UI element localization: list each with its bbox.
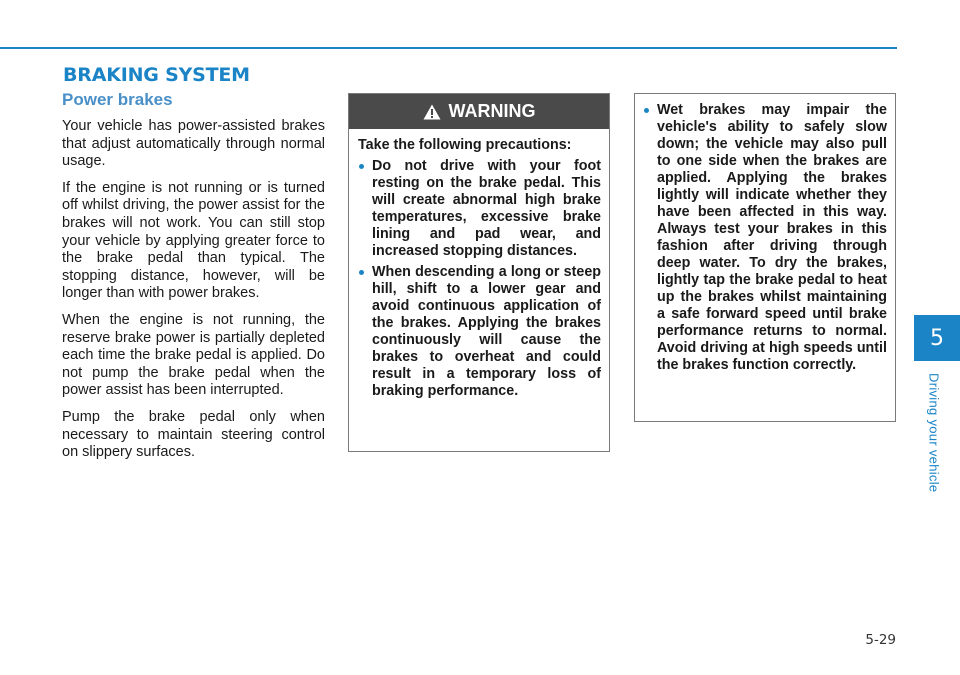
subsection-title: Power brakes (62, 90, 173, 109)
bullet-icon (644, 108, 649, 113)
header-rule (0, 47, 897, 49)
warning-body (349, 129, 609, 400)
warning-item-text: When descending a long or steep hill, shift to a lower gear and avoid continuous application of the brakes. Applying the brakes continuously will cause the brakes to overheat and could result in a temporary loss of braking performance. (372, 264, 601, 399)
bullet-icon (359, 164, 364, 169)
body-paragraph: Pump the brake pedal only when necessary to maintain steering control on slippery surfaces. (62, 408, 325, 461)
warning-header (349, 94, 609, 129)
page-number: 5-29 (865, 632, 896, 648)
body-paragraph: Your vehicle has power-assisted brakes that adjust automatically through normal usage. (62, 118, 325, 170)
body-paragraph: If the engine is not running or is turned off whilst driving, the power assist for the brakes will not work. You can still stop your vehicle by applying greater force to the brake pedal than typical. The stopping distance, however, will be longer than with power brakes. (62, 179, 325, 302)
chapter-side-label (922, 365, 946, 500)
warning-list (358, 158, 601, 400)
warning-box (348, 93, 610, 452)
body-paragraph: When the engine is not running, the reserve brake power is partially depleted each time the brake pedal is applied. Do not pump the brake pedal when the power assist has been interrupted. (62, 311, 325, 399)
warning-title: WARNING (448, 101, 536, 121)
warning-item (643, 102, 887, 374)
continued-list (643, 102, 887, 374)
chapter-number: 5 (930, 325, 944, 351)
warning-triangle-icon (423, 104, 441, 120)
warning-item-text: Do not drive with your foot resting on the brake pedal. This will create abnormal high brake temperatures, excessive brake lining and pad wear, and increased stopping distances. (372, 158, 601, 259)
chapter-label: Driving your vehicle (926, 372, 942, 493)
section-title: BRAKING SYSTEM (63, 64, 250, 86)
bullet-icon (359, 270, 364, 275)
warning-item (358, 158, 601, 260)
warning-item-text: Wet brakes may impair the vehicle's ability to safely slow down; the vehicle may also pull to one side when the brakes are applied. Applying the brakes lightly will indicate whether they have been affected in this way. Always test your brakes in this fashion after driving through deep water. To dry the brakes, lightly tap the brake pedal to heat up the brakes whilst maintaining a safe forward speed until brake performance returns to normal. Avoid driving at high speeds until the brakes function correctly. (657, 102, 887, 373)
chapter-tab (914, 315, 960, 361)
warning-continued-box (634, 93, 896, 422)
warning-intro: Take the following precautions: (358, 137, 572, 153)
warning-item (358, 264, 601, 400)
power-brakes-section (62, 90, 325, 471)
